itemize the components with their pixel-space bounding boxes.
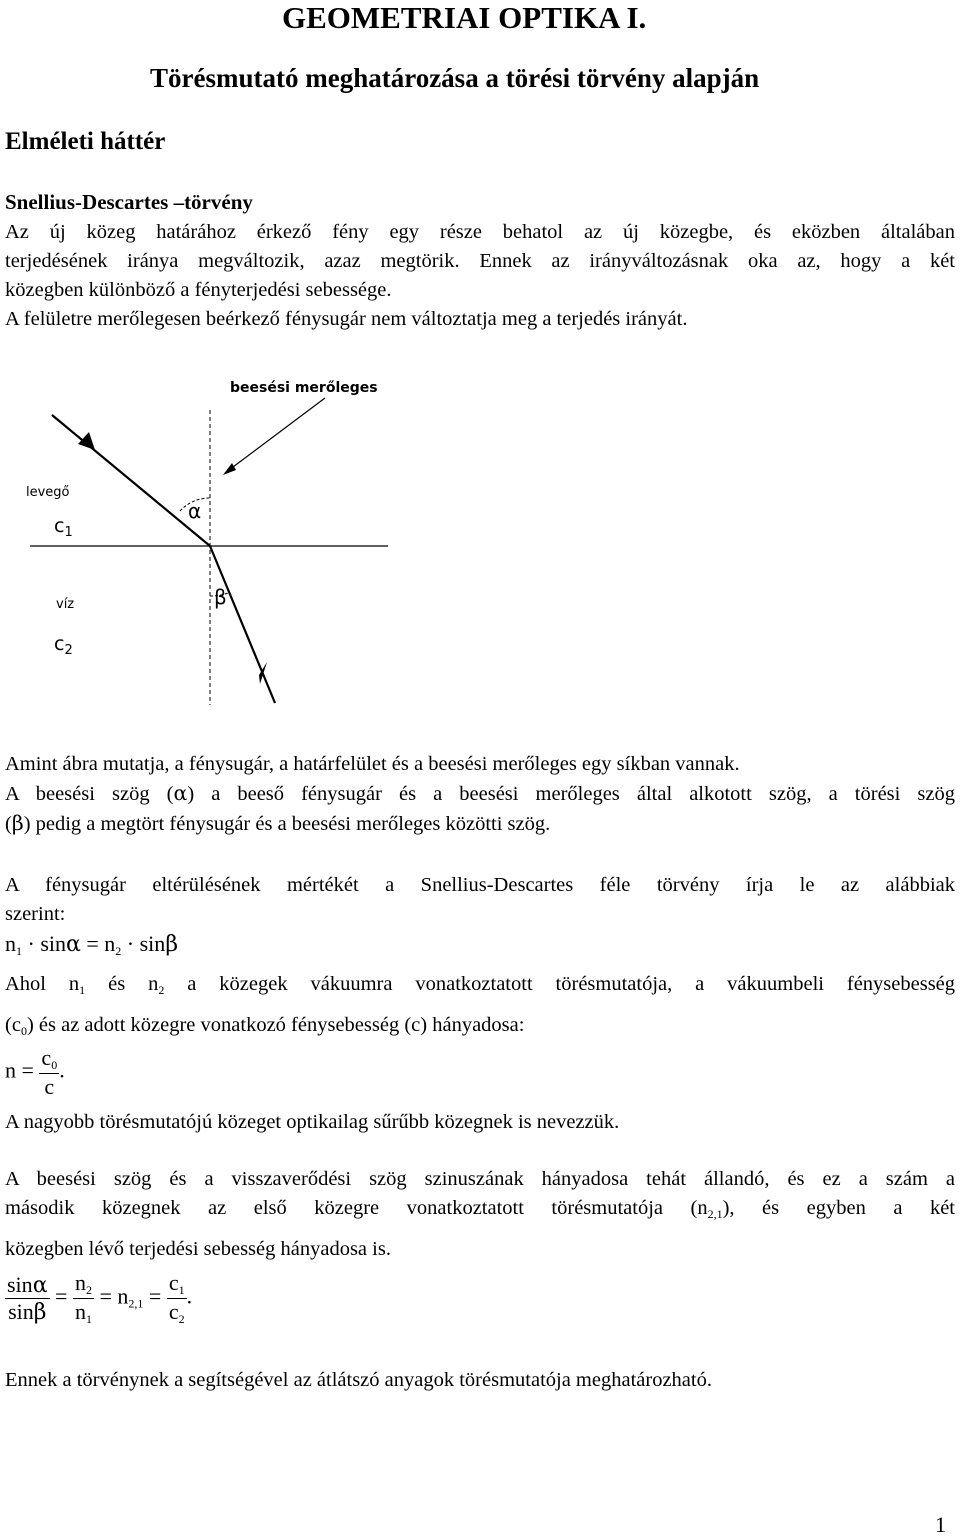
refraction-diagram	[20, 370, 400, 705]
medium1-speed: $c_1$	[54, 515, 73, 540]
law-heading: Snellius-Descartes –törvény	[5, 190, 253, 214]
paragraph-relative-index	[5, 1165, 955, 1264]
relative-index-line: közegben lévő terjedési sebesség hányadosa is.	[5, 1238, 391, 1260]
medium2-speed: $c_2$	[54, 633, 73, 658]
paragraph-plane: Amint ábra mutatja, a fénysugár, a határfelület és a beesési merőleges egy síkban vannak.	[5, 753, 740, 775]
incident-ray	[52, 415, 210, 546]
page-number: 1	[935, 1512, 946, 1537]
paragraph-law	[5, 871, 955, 929]
law-line: A fénysugár eltérülésének mértékét a Snellius-Descartes féle törvény írja le az alábbiak	[5, 874, 955, 896]
document-title: GEOMETRIAI OPTIKA I.	[282, 0, 647, 35]
section-heading: Elméleti háttér	[5, 128, 166, 155]
paragraph-definitions	[5, 970, 955, 1046]
paragraph-optical-density: A nagyobb törésmutatójú közeget optikailag sűrűbb közegnek is nevezzük.	[5, 1111, 620, 1133]
intro-line: Az új közeg határához érkező fény egy része behatol az új közegbe, és eközben általában	[5, 221, 955, 243]
paragraph-angles	[5, 779, 955, 839]
definitions-line: $(c_0)$ és az adott közegre vonatkozó fénysebesség (c) hányadosa:	[5, 1014, 525, 1038]
refracted-ray	[210, 546, 275, 703]
angles-line: (β) pedig a megtört fénysugár és a beesési merőleges közötti szög.	[5, 811, 551, 835]
intro-line: terjedésének iránya megváltozik, azaz megtörik. Ennek az irányváltozásnak oka az, hogy a két	[5, 250, 955, 272]
paragraph-conclusion: Ennek a törvénynek a segítségével az átlátszó anyagok törésmutatója meghatározható.	[5, 1369, 712, 1391]
medium2-label: víz	[56, 597, 75, 612]
relative-index-line: A beesési szög és a visszaverődési szög szinuszának hányadosa tehát állandó, és ez a szám a	[5, 1168, 955, 1190]
incident-arrow-icon	[78, 432, 95, 450]
snell-equation: $n_1 \cdot \sin\alpha = n_2 \cdot \sin\beta$	[5, 931, 179, 958]
pointer-arrow-icon	[223, 463, 236, 475]
law-line: szerint:	[5, 903, 66, 925]
alpha-label: α	[188, 499, 202, 523]
intro-line: A felületre merőlegesen beérkező fénysugár nem változtatja meg a terjedés irányát.	[5, 308, 688, 330]
document-subtitle: Törésmutató meghatározása a törési törvény alapján	[150, 63, 760, 93]
intro-paragraph	[5, 218, 955, 334]
index-definition-equation: n = $\frac{c_0}{c}$ .	[5, 1045, 65, 1099]
normal-label: beesési merőleges	[230, 380, 378, 396]
definitions-line: Ahol $n_1$ és $n_2$ a közegek vákuumra vonatkoztatott törésmutatója, a vákuumbeli fénysebesség	[5, 973, 956, 997]
label-pointer	[225, 398, 325, 473]
medium1-label: levegő	[26, 485, 70, 500]
relative-index-equation: $\frac{\sin\alpha}{\sin\beta}$ = $\frac{n_2}{n_1}$ = $n_{2,1}$ = $\frac{c_1}{c_2}$ .	[7, 1270, 193, 1326]
angles-line: A beesési szög (α) a beeső fénysugár és a beesési merőleges által alkotott szög, a törési szög	[5, 781, 955, 805]
intro-line: közegben különböző a fényterjedési sebessége.	[5, 279, 392, 301]
relative-index-line: második közegnek az első közegre vonatkoztatott törésmutatója $(n_{2,1})$, és egyben a két	[5, 1197, 955, 1221]
beta-label: β	[214, 585, 227, 609]
